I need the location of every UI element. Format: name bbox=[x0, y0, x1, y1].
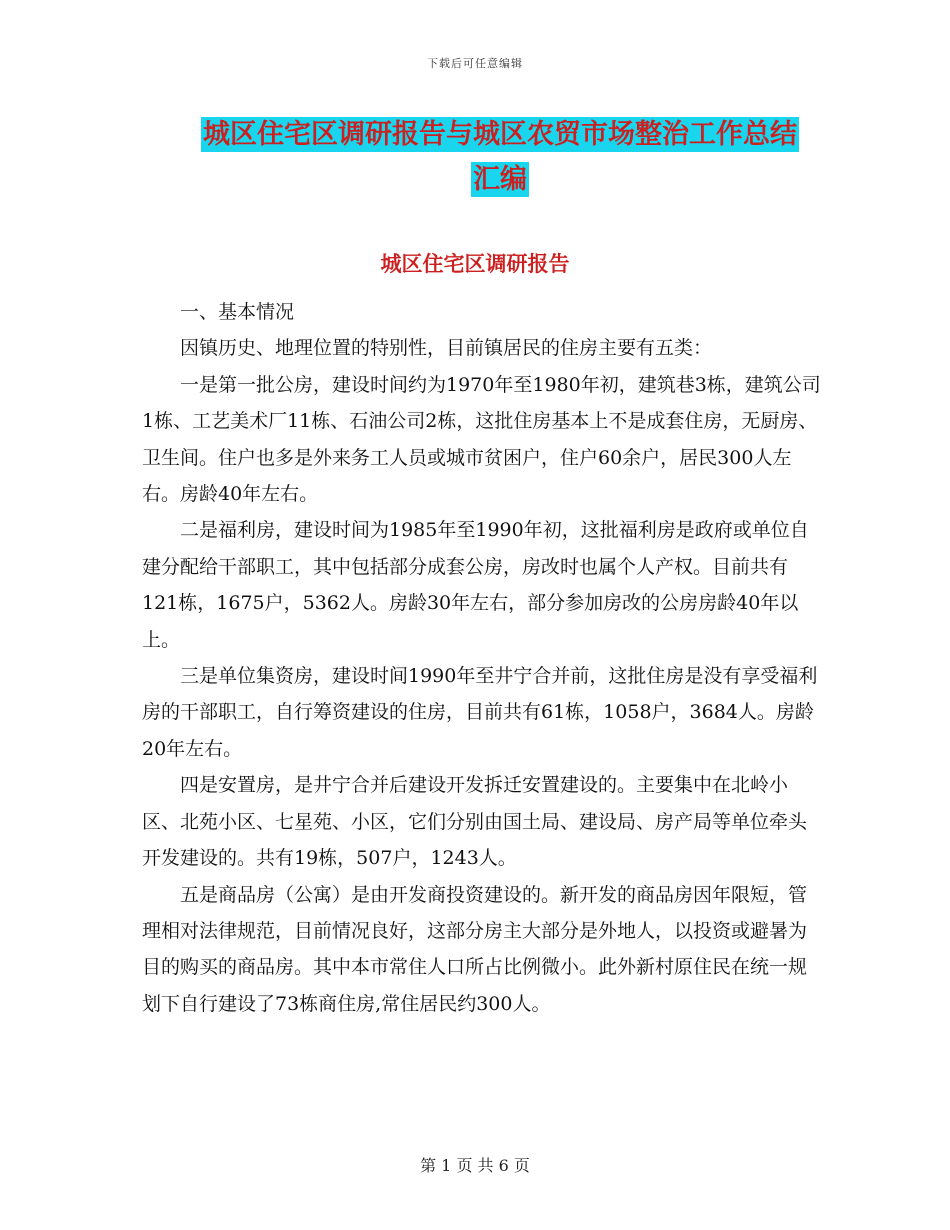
paragraph-type-3: 三是单位集资房，建设时间1990年至井宁合并前，这批住房是没有享受福利房的干部职工，自行筹资建设的住房，目前共有61栋，1058户，3684人。房龄20年左右。 bbox=[142, 665, 818, 760]
header-note: 下载后可任意编辑 bbox=[427, 57, 523, 70]
paragraph-type-1: 一是第一批公房，建设时间约为1970年至1980年初，建筑巷3栋，建筑公司1栋、工艺美术厂11栋、石油公司2栋，这批住房基本上不是成套住房，无厨房、卫生间。住户也多是外来务工人员或城市贫困户，住户60余户，居民300人左右。房龄40年左右。 bbox=[142, 373, 821, 506]
paragraph-type-4: 四是安置房，是井宁合并后建设开发拆迁安置建设的。主要集中在北岭小区、北苑小区、七星苑、小区，它们分别由国土局、建设局、房产局等单位牵头开发建设的。共有19栋，507户，1243人。 bbox=[142, 774, 808, 870]
document-title-text: 城区住宅区调研报告与城区农贸市场整治工作总结汇编 bbox=[203, 119, 797, 195]
page-footer: 第 1 页 共 6 页 bbox=[420, 1156, 530, 1175]
paragraph-type-5: 五是商品房（公寓）是由开发商投资建设的。新开发的商品房因年限短，管理相对法律规范，目前情况良好，这部分房主大部分是外地人，以投资或避暑为目的购买的商品房。其中本市常住人口所占比例微小。此外新村原住民在统一规划下自行建设了73栋商住房,常住居民约300人。 bbox=[142, 883, 808, 1015]
paragraph-type-2: 二是福利房，建设时间为1985年至1990年初，这批福利房是政府或单位自建分配给干部职工，其中包括部分成套公房，房改时也属个人产权。目前共有121栋，1675户，5362人。房龄30年左右，部分参加房改的公房房龄40年以上。 bbox=[142, 519, 809, 651]
document-title bbox=[190, 112, 810, 202]
section-title: 城区住宅区调研报告 bbox=[380, 252, 570, 276]
paragraph-basic-situation: 一、基本情况 bbox=[180, 301, 295, 323]
body-text bbox=[142, 294, 822, 1022]
paragraph-intro: 因镇历史、地理位置的特别性，目前镇居民的住房主要有五类： bbox=[180, 337, 713, 360]
